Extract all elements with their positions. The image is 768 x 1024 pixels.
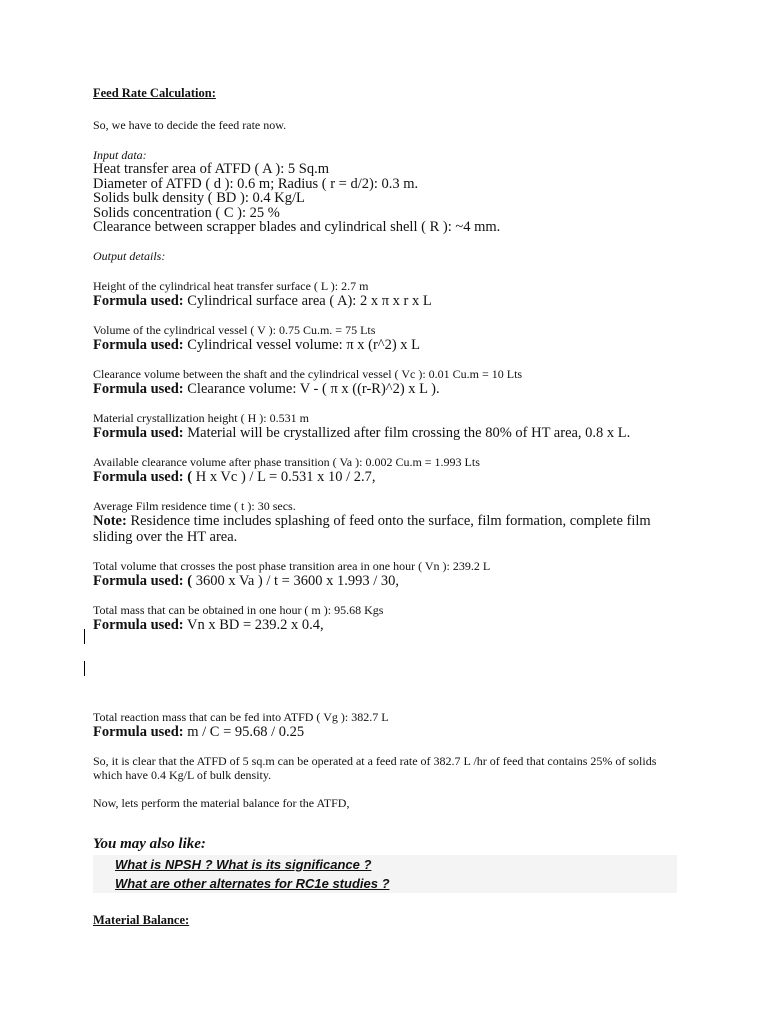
output-line: Average Film residence time ( t ): 30 secs. [93, 498, 296, 513]
output-block [93, 559, 693, 589]
output-line: Height of the cylindrical heat transfer surface ( L ): 2.7 m [93, 278, 369, 293]
formula-text: H x Vc ) / L = 0.531 x 10 / 2.7, [192, 468, 376, 485]
output-line: Volume of the cylindrical vessel ( V ): 0.75 Cu.m. = 75 Lts [93, 322, 376, 337]
related-link-npsh[interactable]: What is NPSH ? What is its significance ? [115, 856, 372, 872]
formula-text: m / C = 95.68 / 0.25 [183, 723, 305, 740]
output-line: Total volume that crosses the post phase transition area in one hour ( Vn ): 239.2 L [93, 558, 491, 573]
input-item: Solids bulk density ( BD ): 0.4 Kg/L [93, 190, 305, 206]
output-block [93, 323, 693, 353]
formula-label: Formula used: [93, 723, 184, 740]
formula-text: 3600 x Va ) / t = 3600 x 1.993 / 30, [192, 572, 399, 589]
formula-label: Formula used: [93, 424, 184, 441]
input-item: Heat transfer area of ATFD ( A ): 5 Sq.m [93, 161, 329, 177]
conclusion-text: So, it is clear that the ATFD of 5 sq.m can be operated at a feed rate of 382.7 L /hr of feed that contains 25% of solids which have 0.4 Kg/L of bulk density. [93, 753, 657, 782]
material-balance-heading: Material Balance: [93, 912, 190, 927]
input-item: Solids concentration ( C ): 25 % [93, 204, 280, 221]
output-block-final [93, 710, 693, 740]
intro-text: So, we have to decide the feed rate now. [93, 118, 287, 132]
formula-text: Clearance volume: V - ( π x ((r-R)^2) x L ). [183, 380, 440, 397]
next-step-text: Now, lets perform the material balance for the ATFD, [93, 795, 350, 810]
output-block [93, 279, 693, 309]
formula-text: Material will be crystallized after film crossing the 80% of HT area, 0.8 x L. [183, 424, 631, 441]
output-line: Material crystallization height ( H ): 0.531 m [93, 410, 309, 425]
output-block [93, 411, 693, 441]
output-block [93, 499, 693, 545]
formula-label: Formula used: ( [93, 572, 193, 589]
output-block [93, 367, 693, 397]
text-cursor-marker [84, 661, 85, 676]
also-like-title: You may also like: [93, 835, 206, 852]
output-heading: Output details: [93, 248, 166, 263]
input-item: Diameter of ATFD ( d ): 0.6 m; Radius ( r = d/2): 0.3 m. [93, 175, 419, 192]
output-block [93, 455, 693, 485]
formula-text: Cylindrical surface area ( A): 2 x π x r x L [183, 292, 432, 309]
formula-label: Formula used: [93, 336, 184, 353]
output-block [93, 603, 693, 633]
formula-text: Cylindrical vessel volume: π x (r^2) x L [183, 336, 421, 353]
document-body [93, 86, 693, 928]
formula-text: Vn x BD = 239.2 x 0.4, [183, 616, 324, 633]
related-link-rc1e[interactable]: What are other alternates for RC1e studies ? [115, 875, 390, 891]
also-like-links [93, 855, 677, 893]
output-line: Clearance volume between the shaft and the cylindrical vessel ( Vc ): 0.01 Cu.m = 10 Lts [93, 366, 523, 381]
input-list [93, 162, 693, 235]
output-line: Available clearance volume after phase transition ( Va ): 0.002 Cu.m = 1.993 Lts [93, 454, 480, 469]
formula-label: Formula used: [93, 380, 184, 397]
text-cursor-marker [84, 629, 85, 644]
output-line: Total reaction mass that can be fed into ATFD ( Vg ): 382.7 L [93, 709, 389, 724]
formula-label: Formula used: [93, 292, 184, 309]
note-label: Note: [93, 512, 127, 529]
input-item: Clearance between scrapper blades and cylindrical shell ( R ): ~4 mm. [93, 219, 501, 235]
output-line: Total mass that can be obtained in one hour ( m ): 95.68 Kgs [93, 602, 384, 617]
input-heading: Input data: [93, 148, 147, 162]
formula-label: Formula used: [93, 616, 184, 633]
formula-label: Formula used: ( [93, 468, 193, 485]
section-title: Feed Rate Calculation: [93, 86, 216, 100]
note-text: Residence time includes splashing of feed onto the surface, film formation, complete film sliding over the HT area. [93, 512, 651, 545]
